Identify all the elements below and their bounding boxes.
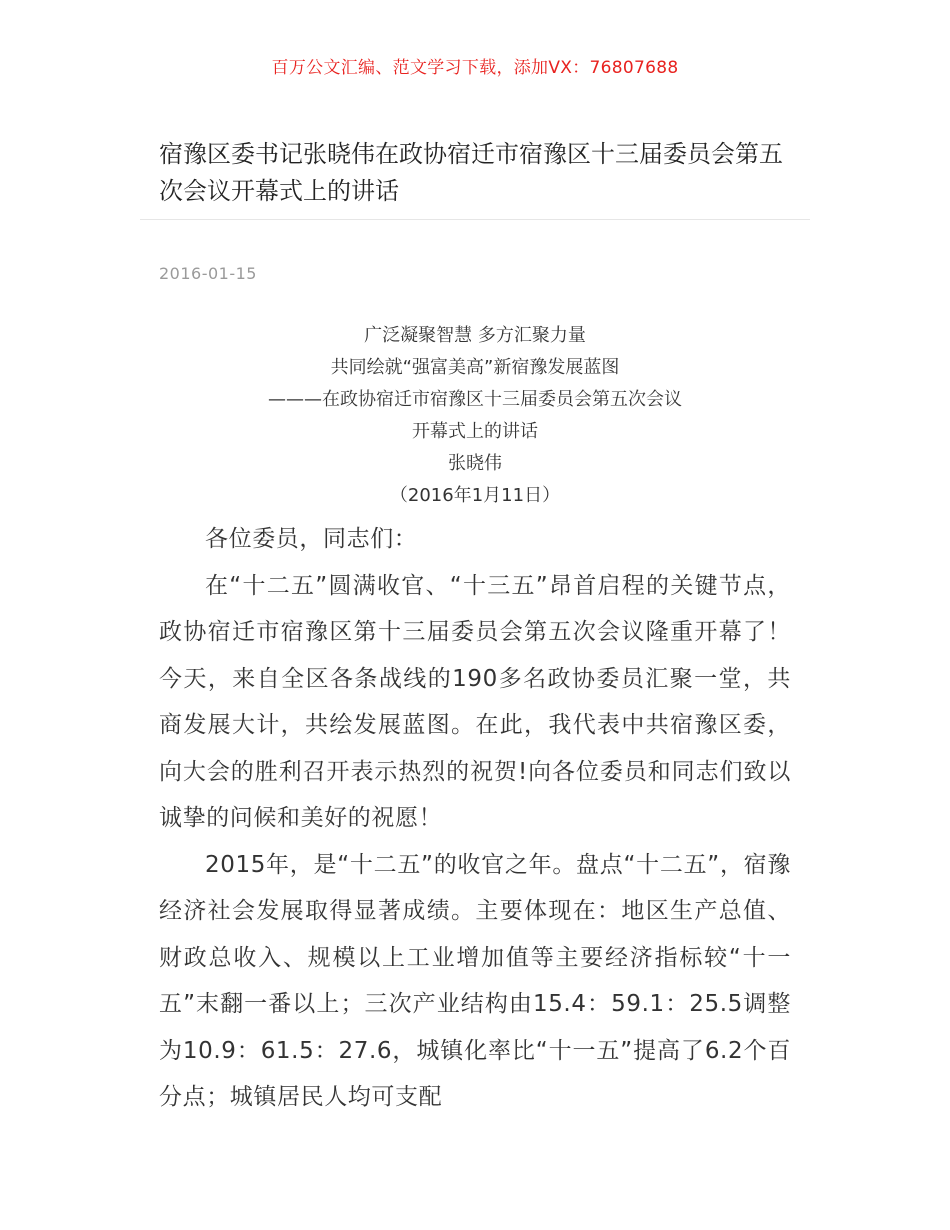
article-body — [159, 516, 791, 1121]
speech-date: （2016年1月11日） — [389, 485, 561, 506]
speaker-name: 张晓伟 — [448, 453, 502, 474]
speech-heading — [159, 320, 791, 512]
article-title: 宿豫区委书记张晓伟在政协宿迁市宿豫区十三届委员会第五次会议开幕式上的讲话 — [159, 140, 783, 205]
speech-subtitle: 共同绘就“强富美高”新宿豫发展蓝图 — [330, 357, 620, 378]
speech-main-title: 广泛凝聚智慧 多方汇聚力量 — [364, 325, 586, 346]
speech-occasion-line-1: ———在政协宿迁市宿豫区十三届委员会第五次会议 — [268, 389, 682, 410]
promo-banner: 百万公文汇编、范文学习下载，添加VX：76807688 — [271, 58, 679, 78]
body-paragraph: 在“十二五”圆满收官、“十三五”昂首启程的关键节点，政协宿迁市宿豫区第十三届委员会第五次会议隆重开幕了！今天，来自全区各条战线的190多名政协委员汇聚一堂，共商发展大计，共绘发展蓝图。在此，我代表中共宿豫区委，向大会的胜利召开表示热烈的祝贺!向各位委员和同志们致以诚挚的问候和美好的祝愿！ — [159, 572, 791, 831]
salutation-paragraph: 各位委员，同志们： — [205, 526, 418, 552]
title-divider — [140, 219, 810, 220]
body-paragraph: 2015年，是“十二五”的收官之年。盘点“十二五”，宿豫经济社会发展取得显著成绩。主要体现在：地区生产总值、财政总收入、规模以上工业增加值等主要经济指标较“十一五”末翻一番以上；三次产业结构由15.4：59.1：25.5调整为10.9：61.5：27.6，城镇化率比“十一五”提高了6.2个百分点；城镇居民人均可支配 — [159, 851, 791, 1110]
speech-occasion-line-2: 开幕式上的讲话 — [412, 421, 538, 442]
publish-date: 2016-01-15 — [159, 264, 257, 283]
